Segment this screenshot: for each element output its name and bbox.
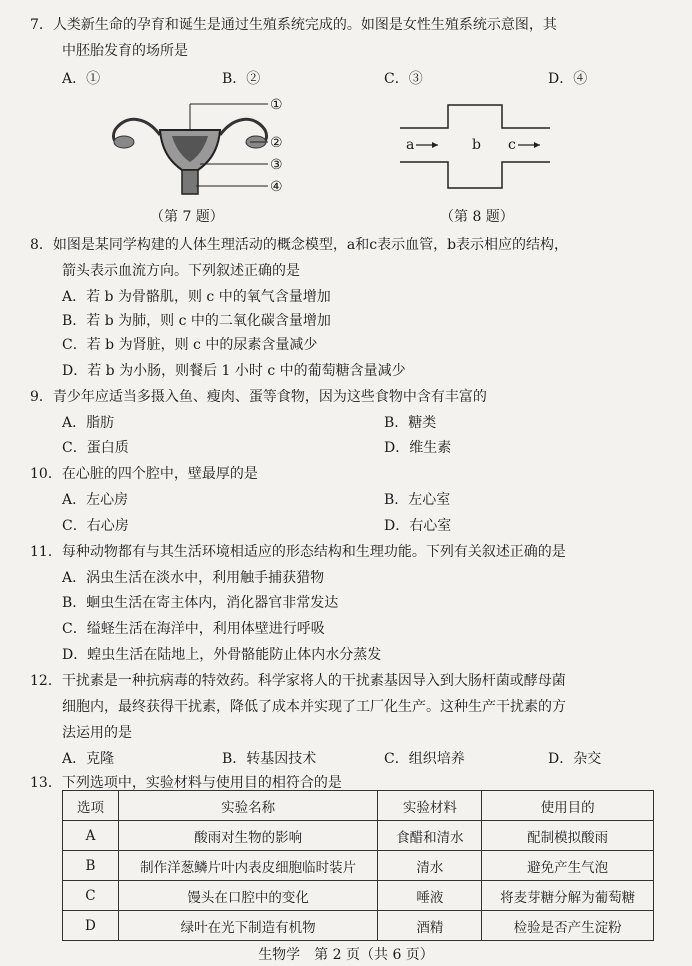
table-cell: B <box>63 851 119 881</box>
table-header-row <box>63 791 654 821</box>
fig8-label-b: b <box>472 137 481 153</box>
table-cell: 避免产生气泡 <box>482 851 654 881</box>
fig7-label-2: ② <box>270 135 283 151</box>
q7-stem-line2: 中胚胎发育的场所是 <box>62 43 188 59</box>
table-cell: 酒精 <box>378 911 482 941</box>
table-row <box>63 851 654 881</box>
table-cell: 将麦芽糖分解为葡萄糖 <box>482 881 654 911</box>
table-cell: 绿叶在光下制造有机物 <box>118 911 378 941</box>
q12-option-d: D．杂交 <box>548 751 602 767</box>
table-header-cell: 选项 <box>63 791 119 821</box>
experiment-table <box>62 790 654 941</box>
q12-option-c: C．组织培养 <box>384 751 465 767</box>
table-cell: C <box>63 881 119 911</box>
q7-option-a: A．① <box>62 71 101 87</box>
page-footer: 生物学 第 2 页（共 6 页） <box>258 947 434 963</box>
q9-option-c: C．蛋白质 <box>62 440 129 456</box>
table-row <box>63 821 654 851</box>
table-header-cell: 实验材料 <box>378 791 482 821</box>
q10-stem: 10．在心脏的四个腔中，壁最厚的是 <box>30 466 258 482</box>
fig8-label-a: a <box>406 137 415 153</box>
q10-option-d: D．右心室 <box>384 518 452 534</box>
table-row <box>63 881 654 911</box>
q11-option-d: D．蝗虫生活在陆地上，外骨骼能防止体内水分蒸发 <box>62 647 382 663</box>
q8-option-b: B．若 b 为肺，则 c 中的二氧化碳含量增加 <box>62 313 331 329</box>
q10-option-c: C．右心房 <box>62 518 129 534</box>
table-cell: D <box>63 911 119 941</box>
table-cell: 检验是否产生淀粉 <box>482 911 654 941</box>
q8-option-d: D．若 b 为小肠，则餐后 1 小时 c 中的葡萄糖含量减少 <box>62 363 406 379</box>
table-cell: 馒头在口腔中的变化 <box>118 881 378 911</box>
q8-stem-line2: 箭头表示血流方向。下列叙述正确的是 <box>62 263 300 279</box>
table-cell: 食醋和清水 <box>378 821 482 851</box>
table-cell: 配制模拟酸雨 <box>482 821 654 851</box>
q10-option-a: A．左心房 <box>62 492 129 508</box>
table-cell: 酸雨对生物的影响 <box>118 821 378 851</box>
q12-stem-line2: 细胞内，最终获得干扰素，降低了成本并实现了工厂化生产。这种生产干扰素的方 <box>62 699 566 715</box>
q9-option-b: B．糖类 <box>384 415 437 431</box>
q12-option-a: A．克隆 <box>62 751 115 767</box>
table-cell: 清水 <box>378 851 482 881</box>
q7-option-c: C．③ <box>384 71 423 87</box>
fig7-caption: （第 7 题） <box>150 209 224 225</box>
fig7-label-4: ④ <box>270 179 283 195</box>
q10-option-b: B．左心室 <box>384 492 451 508</box>
table-cell: 唾液 <box>378 881 482 911</box>
table-header-cell: 实验名称 <box>118 791 378 821</box>
fig7-label-1: ① <box>270 97 283 113</box>
q7-option-b: B．② <box>222 71 261 87</box>
fig7-label-3: ③ <box>270 157 283 173</box>
q11-option-a: A．涡虫生活在淡水中，利用触手捕获猎物 <box>62 570 325 586</box>
q8-option-c: C．若 b 为肾脏，则 c 中的尿素含量减少 <box>62 337 318 353</box>
q8-stem-line1: 8．如图是某同学构建的人体生理活动的概念模型，a和c表示血管，b表示相应的结构， <box>30 237 569 253</box>
q13-stem: 13．下列选项中，实验材料与使用目的相符合的是 <box>30 775 342 791</box>
q11-option-b: B．蛔虫生活在寄主体内，消化器官非常发达 <box>62 595 339 611</box>
table-header-cell: 使用目的 <box>482 791 654 821</box>
q11-option-c: C．缢蛏生活在海洋中，利用体壁进行呼吸 <box>62 621 325 637</box>
q12-stem-line3: 法运用的是 <box>62 725 132 741</box>
table-cell: A <box>63 821 119 851</box>
q12-stem-line1: 12．干扰素是一种抗病毒的特效药。科学家将人的干扰素基因导入到大肠杆菌或酵母菌 <box>30 673 566 689</box>
q8-option-a: A．若 b 为骨骼肌，则 c 中的氧气含量增加 <box>62 289 331 305</box>
q9-option-d: D．维生素 <box>384 440 452 456</box>
q11-stem: 11．每种动物都有与其生活环境相适应的形态结构和生理功能。下列有关叙述正确的是 <box>30 544 566 560</box>
table-cell: 制作洋葱鳞片叶内表皮细胞临时装片 <box>118 851 378 881</box>
q12-option-b: B．转基因技术 <box>222 751 317 767</box>
table-row <box>63 911 654 941</box>
q7-stem-line1: 7．人类新生命的孕育和诞生是通过生殖系统完成的。如图是女性生殖系统示意图，其 <box>30 17 557 33</box>
q9-option-a: A．脂肪 <box>62 415 115 431</box>
fig8-caption: （第 8 题） <box>440 209 514 225</box>
fig8-label-c: c <box>508 137 516 153</box>
q9-stem: 9．青少年应适当多摄入鱼、瘦肉、蛋等食物，因为这些食物中含有丰富的 <box>30 389 487 405</box>
q7-option-d: D．④ <box>548 71 588 87</box>
